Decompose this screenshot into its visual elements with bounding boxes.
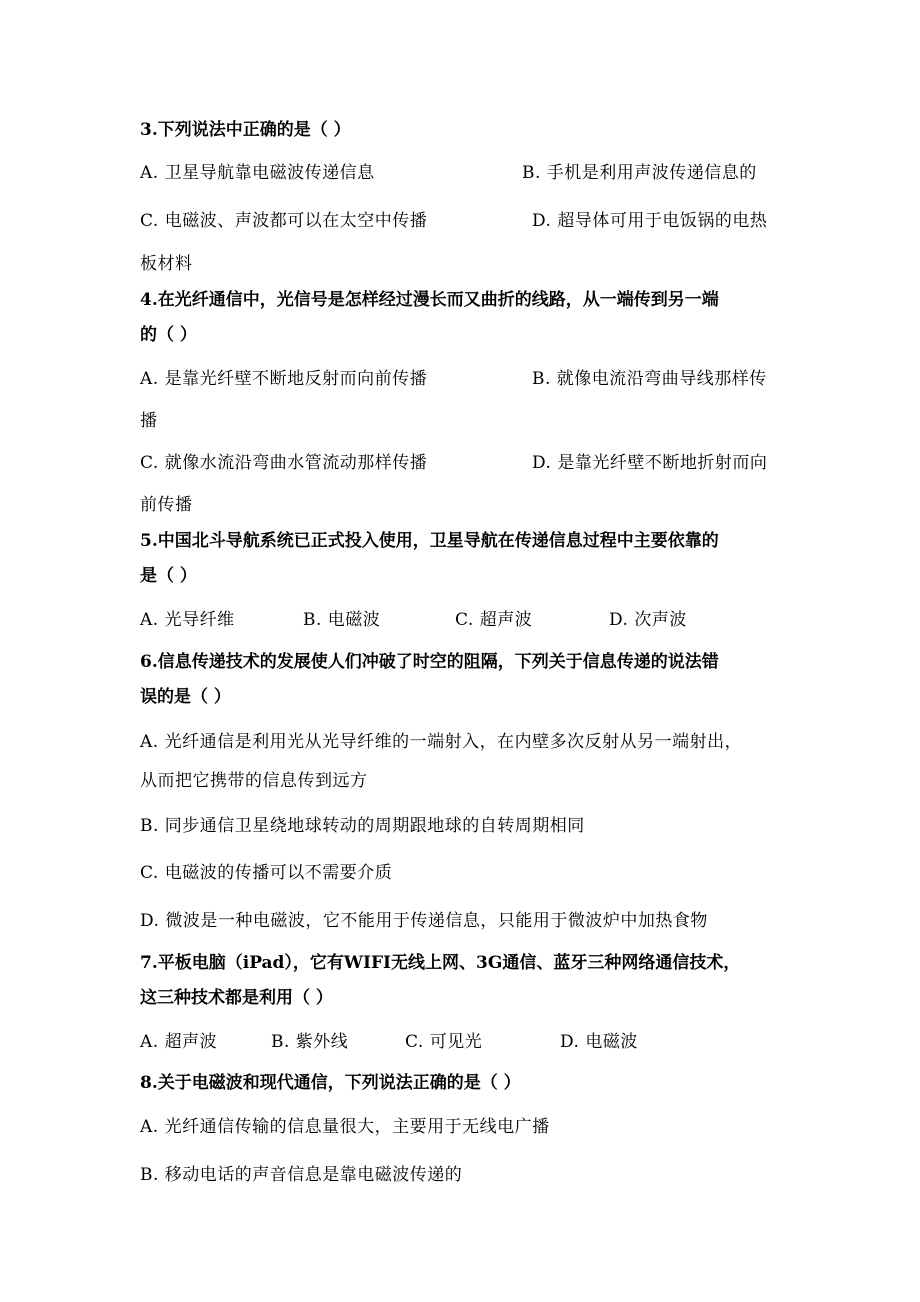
question-8-option-b: B. 移动电话的声音信息是靠电磁波传递的 [140, 1165, 463, 1185]
question-5-stem-line-2: 是（ ） [140, 566, 197, 586]
question-5-option-d: D. 次声波 [609, 610, 687, 630]
question-3-option-b: B. 手机是利用声波传递信息的 [522, 163, 757, 183]
question-8-option-a: A. 光纤通信传输的信息量很大，主要用于无线电广播 [140, 1117, 550, 1137]
question-6-stem-line-1: 6.信息传递技术的发展使人们冲破了时空的阻隔，下列关于信息传递的说法错 [140, 652, 719, 672]
question-4-stem-line-2: 的（ ） [140, 325, 197, 345]
question-7-option-d: D. 电磁波 [560, 1032, 638, 1052]
question-7-stem-line-1: 7.平板电脑（iPad），它有WIFI无线上网、3G通信、蓝牙三种网络通信技术， [140, 953, 741, 973]
question-6-option-a-continued: 从而把它携带的信息传到远方 [140, 771, 368, 791]
question-7-option-c: C. 可见光 [405, 1032, 483, 1052]
question-4-option-d: D. 是靠光纤壁不断地折射而向 [532, 453, 768, 473]
question-5-option-b: B. 电磁波 [303, 610, 381, 630]
question-7-option-a: A. 超声波 [140, 1032, 218, 1052]
question-6-option-a: A. 光纤通信是利用光从光导纤维的一端射入，在内壁多次反射从另一端射出， [140, 732, 743, 752]
question-6-option-d: D. 微波是一种电磁波，它不能用于传递信息，只能用于微波炉中加热食物 [140, 911, 708, 931]
question-4-option-b-continued: 播 [140, 411, 158, 431]
question-6-stem-line-2: 误的是（ ） [140, 687, 231, 707]
question-3-option-c: C. 电磁波、声波都可以在太空中传播 [140, 211, 428, 231]
question-7-stem-line-2: 这三种技术都是利用（ ） [140, 988, 333, 1008]
question-8-stem: 8.关于电磁波和现代通信，下列说法正确的是（ ） [140, 1073, 521, 1093]
question-4-option-c: C. 就像水流沿弯曲水管流动那样传播 [140, 453, 428, 473]
question-5-stem-line-1: 5.中国北斗导航系统已正式投入使用，卫星导航在传递信息过程中主要依靠的 [140, 531, 719, 551]
question-6-option-b: B. 同步通信卫星绕地球转动的周期跟地球的自转周期相同 [140, 816, 585, 836]
question-5-option-a: A. 光导纤维 [140, 610, 235, 630]
question-3-stem: 3.下列说法中正确的是（ ） [140, 120, 351, 140]
question-7-option-b: B. 紫外线 [271, 1032, 349, 1052]
question-4-stem-line-1: 4.在光纤通信中，光信号是怎样经过漫长而又曲折的线路，从一端传到另一端 [140, 290, 719, 310]
question-3-option-d-continued: 板材料 [140, 254, 193, 274]
question-6-option-c: C. 电磁波的传播可以不需要介质 [140, 863, 393, 883]
question-3-option-a: A. 卫星导航靠电磁波传递信息 [140, 163, 375, 183]
question-4-option-b: B. 就像电流沿弯曲导线那样传 [532, 369, 767, 389]
question-4-option-d-continued: 前传播 [140, 495, 193, 515]
question-5-option-c: C. 超声波 [455, 610, 533, 630]
question-3-option-d: D. 超导体可用于电饭锅的电热 [532, 211, 768, 231]
question-4-option-a: A. 是靠光纤壁不断地反射而向前传播 [140, 369, 428, 389]
